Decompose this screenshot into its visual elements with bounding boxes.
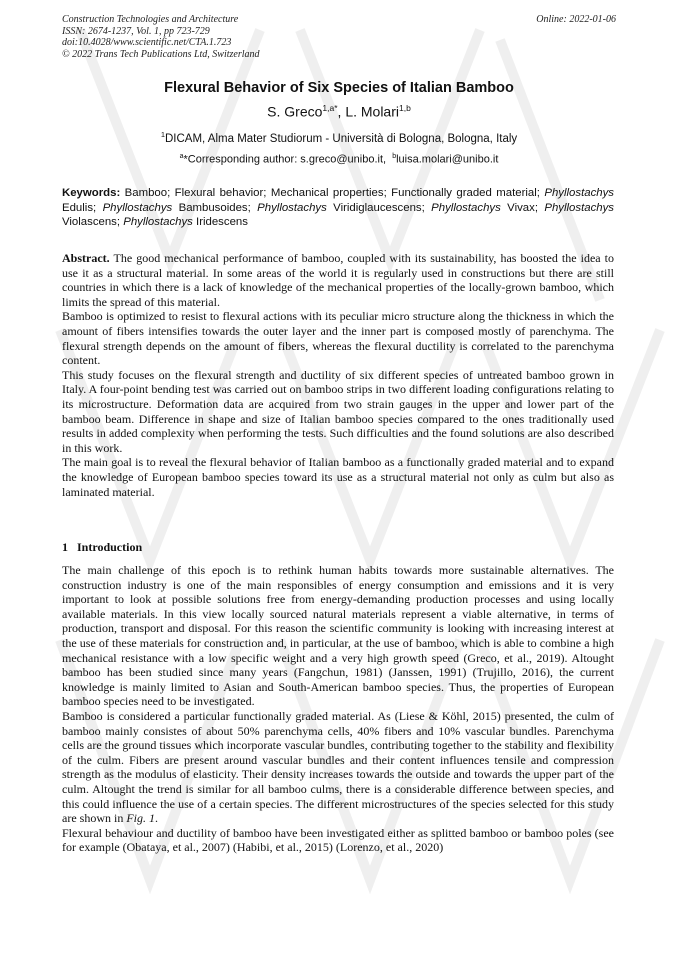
abstract-paragraph: The main goal is to reveal the flexural behavior of Italian bamboo as a functionally graded material and to expand the knowledge of European bamboo species toward its use as a structural material not only as culm but also as laminated material. [62, 455, 614, 499]
correspondence [0, 153, 678, 166]
abstract-label: Abstract. [62, 251, 110, 265]
abstract-block [62, 251, 614, 499]
author-molari-affil: 1,b [399, 103, 411, 113]
author-greco-affil: 1,a* [322, 103, 338, 113]
corr-mark-b: b [392, 153, 397, 160]
figure-reference: Fig. 1 [126, 811, 155, 826]
affiliation [0, 130, 678, 145]
online-date: Online: 2022-01-06 [536, 14, 616, 25]
keywords-text: Iridescens [192, 216, 248, 228]
intro-text: Bamboo is considered a particular functionally graded material. As (Liese & Köhl, 2015) presented, the culm of bamboo mainly consistes of about 50% parenchyma cells, 40% fibers and 10% vascular bundles. Parenchyma cells are the ground tissues which incorporate vascular bundles, contributing together to the stability and flexibility of the culm. Fibers are present around vascular bundles and their content influences tensile and compression strength as the modulus of elasticity. Their density increases towards the outside and towards the upper part of the culm. Altought the trend is similar for all bamboo culms, there is a considerable difference between species, and this could influence the use of a certain species. The different microstructures of the species selected for this study are shown in [62, 708, 614, 826]
paper-title: Flexural Behavior of Six Species of Italian Bamboo [164, 80, 514, 96]
keywords-genus: Phyllostachys [544, 187, 614, 199]
keywords-genus: Phyllostachys [431, 201, 501, 214]
doi-line: doi:10.4028/www.scientific.net/CTA.1.723 [62, 37, 232, 48]
keywords-text: Violascens; [62, 216, 124, 228]
issn-line: ISSN: 2674-1237, Vol. 1, pp 723-729 [62, 25, 210, 37]
copyright-line: © 2022 Trans Tech Publications Ltd, Switzerland [62, 48, 260, 60]
author-molari: L. Molari [345, 103, 399, 120]
introduction-body [62, 563, 614, 855]
corr-mark-a: a [179, 153, 184, 160]
section-title: Introduction [77, 540, 143, 554]
keywords-label: Keywords: [62, 187, 121, 199]
intro-paragraph: The main challenge of this epoch is to rethink human habits towards more sustainable alternatives. The construction industry is one of the main responsibles of energy consumption and emissions and it is very important to look at possible solutions free from energy-demanding production processes and using locally available materials. In this view locally sourced natural materials represent a viable alternative, in terms of production, transport and disposal. For this reason the scientific community is looking with increasing interest at the use of these materials for construction and, in particular, at the use of bamboo, which is able to combine a high mechanical resistance with a low specific weight and a very high growth speed (Greco, et al., 2019). Altought bamboo has been studied since many years (Fangchun, 1981) (Janssen, 1991) (Trujillo, 2016), the current knowledge is mainly limited to Asian and South-American bamboo species. Thus, the properties of European bamboo species need to be investigated. [62, 563, 614, 709]
journal-name: Construction Technologies and Architecture [62, 14, 239, 25]
corr-text-a: *Corresponding author: s.greco@unibo.it, [183, 153, 387, 166]
corr-text-b: luisa.molari@unibo.it [396, 153, 499, 166]
keywords-genus: Phyllostachys [257, 201, 327, 214]
author-greco: S. Greco [267, 103, 323, 120]
journal-header [62, 14, 260, 60]
keywords-text: Viridiglaucescens; [326, 201, 432, 214]
keywords-text: Edulis; [62, 201, 103, 214]
affiliation-text: DICAM, Alma Mater Studiorum - Università di Bologna, Bologna, Italy [164, 132, 518, 145]
abstract-paragraph: Bamboo is optimized to resist to flexural actions with its peculiar micro structure along the thickness in which the amount of fibers intensifies towards the outer layer and the inner part is composed mostly of parenchyma. The flexural strength depends on the amount of fibers, whereas the flexural ductility is correlated to the parenchyma content. [62, 309, 614, 368]
keywords-genus: Phyllostachys [544, 201, 614, 214]
intro-paragraph: Flexural behaviour and ductility of bamboo have been investigated either as splitted bamboo or bamboo poles (see for example (Obataya, et al., 2007) (Habibi, et al., 2015) (Lorenzo, et al., 2020) [62, 825, 614, 855]
abstract-text: The good mechanical performance of bamboo, coupled with its sustainability, has boosted the idea to use it as a structural material. In some areas of the world it is regularly used in constructions but there are still countries in which there is a lack of knowledge of the mechanical properties of the locally-grown bamboo, which limits the spread of this material. [62, 251, 614, 309]
affiliation-mark: 1 [160, 130, 165, 139]
intro-text: . [155, 811, 158, 826]
keywords-text: Bamboo; Flexural behavior; Mechanical properties; Functionally graded material; [120, 187, 545, 199]
section-heading [62, 540, 142, 555]
section-number: 1 [62, 540, 68, 554]
keywords-genus: Phyllostachys [123, 216, 193, 228]
keywords-text: Bambusoides; [172, 201, 258, 214]
abstract-paragraph [62, 251, 614, 309]
abstract-paragraph: This study focuses on the flexural strength and ductility of six different species of untreated bamboo grown in Italy. A four-point bending test was carried out on bamboo strips in two different loading configurations relating to its microstructure. Deformation data are acquired from two strain gauges in the upper and lower part of the bamboo beam. Difference in shape and size of Italian bamboo species compared to the ones traditionally used results in added complexity when performing the tests. Such difficulties and the found solutions are also described in this work. [62, 367, 614, 455]
keywords-text: Vivax; [500, 201, 545, 214]
author-separator: , [337, 103, 346, 120]
keywords-genus: Phyllostachys [102, 201, 173, 214]
keywords-block [62, 186, 614, 230]
intro-paragraph [62, 709, 614, 826]
author-list [0, 103, 678, 120]
